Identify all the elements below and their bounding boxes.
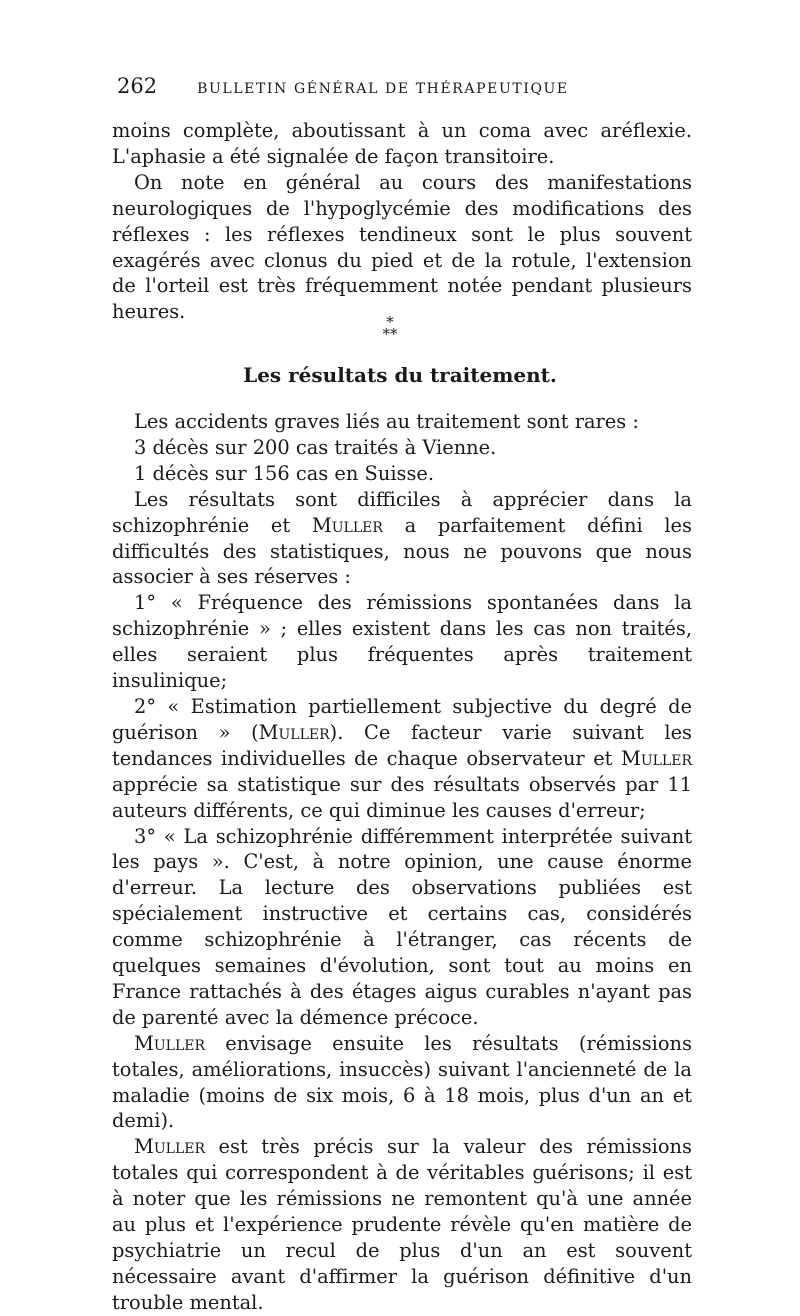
page-number: 262 [117, 74, 158, 98]
paragraph-8-text-b: ). Ce facteur varie suivant les tendances individuelles de chaque observateur et [112, 720, 693, 770]
paragraph-10-text: envisage ensuite les résultats (rémissions totales, améliorations, insuccès) suivant l'ancienneté de la maladie (moins de six mois, 6 à 18 mois, plus d'un an et demi). [112, 1031, 692, 1133]
paragraph-10 [112, 1031, 692, 1135]
running-title: BULLETIN GÉNÉRAL DE THÉRAPEUTIQUE [197, 81, 569, 97]
text-block-top [112, 118, 692, 325]
text-block-main [112, 409, 692, 1316]
paragraph-3: Les accidents graves liés au traitement sont rares : [134, 410, 639, 433]
author-name: Muller [258, 720, 330, 744]
paragraph-7: 1° « Fréquence des rémissions spontanées dans la schizophrénie » ; elles existent dans les cas non traités, elles seraient plus fréquentes après traitement insulinique; [112, 591, 692, 693]
paragraph-6-text-a: Les résultats sont difficiles à apprécier dans la schizophrénie et [112, 487, 692, 537]
paragraph-6-text-b: a parfaitement défini les difficultés des statistiques, nous ne pouvons que nous associer à ses réserves : [112, 513, 692, 589]
paragraph-8 [112, 694, 692, 824]
paragraph-6 [112, 487, 692, 591]
author-name: Muller [134, 1031, 206, 1055]
author-name: Muller [311, 513, 383, 537]
paragraph-8-text-c: apprécie sa statistique sur des résultats observés par 11 auteurs différents, ce qui diminue les causes d'erreur; [112, 772, 692, 822]
page-header [117, 74, 692, 98]
section-title: Les résultats du traitement. [243, 363, 557, 387]
section-separator: * ** [382, 313, 398, 343]
author-name: Muller [134, 1135, 206, 1159]
author-name: Muller [620, 746, 692, 770]
paragraph-2: On note en général au cours des manifestations neurologiques de l'hypoglycémie des modifications des réflexes : les réflexes tendineux sont le plus souvent exagérés avec clonus du pied et de la rotule, l'extension de l'orteil est très fréquemment notée pendant plusieurs heures. [112, 170, 692, 324]
paragraph-11 [112, 1134, 692, 1315]
paragraph-1: moins complète, aboutissant à un coma avec aréflexie. L'aphasie a été signalée de façon transitoire. [112, 119, 692, 168]
paragraph-11-text: est très précis sur la valeur des rémissions totales qui correspondent à de véritables guérisons; il est à noter que les rémissions ne remontent qu'à une année au plus et l'expérience prudente révèle qu'en matière de psychiatrie un recul de plus d'un an est souvent nécessaire avant d'affirmer la guérison définitive d'un trouble mental. [112, 1135, 692, 1314]
paragraph-8-text-a: 2° « Estimation partiellement subjective du degré de guérison » ( [112, 694, 692, 744]
paragraph-9: 3° « La schizophrénie différemment interprétée suivant les pays ». C'est, à notre opinion, une cause énorme d'erreur. La lecture des observations publiées est spécialement instructive et certains cas, considérés comme schizophrénie à l'étranger, cas récents de quelques semaines d'évolution, sont tout au moins en France rattachés à des étages aigus curables n'ayant pas de parenté avec la démence précoce. [112, 824, 692, 1029]
paragraph-4: 3 décès sur 200 cas traités à Vienne. [134, 435, 497, 459]
paragraph-5: 1 décès sur 156 cas en Suisse. [134, 461, 435, 485]
